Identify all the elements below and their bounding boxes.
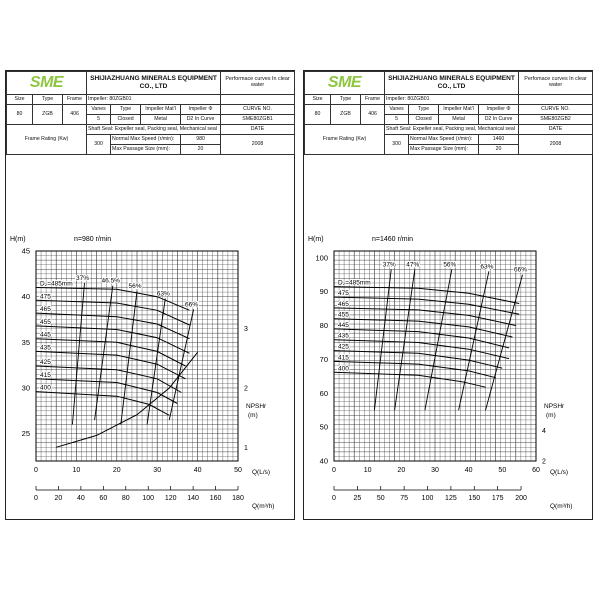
x-axis-label: Q(L/s) [252,469,271,476]
x2-tick-label: 75 [400,495,409,502]
y-tick-label: 50 [319,422,328,432]
x-tick-label: 10 [72,467,81,474]
y-tick-label: 70 [319,354,328,364]
diameter-label: 425 [40,359,51,367]
efficiency-label: 56% [128,283,142,291]
npsh-tick-label: 2 [542,458,546,466]
sheet-header [6,71,294,207]
diameter-label: 400 [40,384,51,392]
x-tick-label: 0 [332,467,336,474]
x2-tick-label: 20 [54,495,63,502]
npsh-axis-unit: (m) [546,412,556,419]
diameter-label: 425 [338,343,349,351]
y-tick-label: 30 [21,383,30,393]
performance-title: Perfomace curves In clear water [519,72,593,95]
impeller-diameter-value: D2 In Curve [479,115,519,125]
npsh-tick-label: 2 [244,385,248,393]
vanes-value: 5 [385,115,409,125]
efficiency-label: 56% [443,261,457,269]
frame-rating-label: Frame Rating (Kw) [305,125,385,155]
diameter-label: 455 [338,311,349,319]
performance-chart [6,211,294,519]
diameter-label: 435 [338,332,349,340]
npsh-axis-label: NPSHr [246,403,267,410]
x2-axis-label: Q(m³/h) [252,503,275,510]
performance-chart [304,211,592,519]
blank-cell [519,95,593,105]
head-curve [36,313,190,339]
type-header: Type [33,95,63,105]
impeller-diameter-value: D2 In Curve [181,115,221,125]
y-tick-label: 40 [21,292,30,302]
blank-cell [221,95,295,105]
company-name: SHIJIAZHUANG MINERALS EQUIPMENT CO., LTD [385,72,519,95]
y-tick-label: 100 [315,253,328,263]
efficiency-label: 63% [156,290,170,298]
efficiency-line [147,299,165,425]
y-tick-label: 60 [319,388,328,398]
x2-tick-label: 175 [491,495,504,502]
diameter-label: 415 [40,371,51,379]
impeller-label: Impeller: 80ZGB01 [87,95,221,105]
impeller-type-header: Type [111,105,141,115]
x-tick-label: 30 [153,467,162,474]
diameter-label: 465 [338,300,349,308]
x2-tick-label: 100 [142,495,155,502]
max-passage-label: Max Passage Size (mm): [409,145,479,155]
npsh-axis-label: NPSHr [544,403,565,410]
size-header: Size [305,95,331,105]
y-tick-label: 45 [21,246,30,256]
diameter-label: D₂=485mm [40,280,73,288]
performance-chart-svg [304,211,592,519]
impeller-material-header: Impeller Mat'l [439,105,479,115]
x-tick-label: 20 [397,467,406,474]
date-value: 2008 [519,135,593,155]
date-label: DATE [221,125,295,135]
efficiency-label: 66% [185,301,199,309]
x-axis-label: Q(L/s) [550,469,569,476]
impeller-type-value: Closed [409,115,439,125]
vanes-value: 5 [87,115,111,125]
shaft-seal: Shaft Seal: Expeller seal, Packing seal, Mechanical seal [87,125,221,135]
x2-tick-label: 100 [421,495,434,502]
x-tick-label: 40 [193,467,202,474]
max-speed-label: Normal Max Speed (r/min): [111,135,181,145]
x-tick-label: 50 [234,467,242,474]
diameter-label: 400 [338,365,349,373]
diameter-label: 445 [40,331,51,339]
x2-tick-label: 180 [232,495,244,502]
head-curve [36,300,190,325]
size-header: Size [7,95,33,105]
diameter-label: 435 [40,344,51,352]
x2-tick-label: 0 [34,495,38,502]
head-curve [334,287,519,304]
frame-value: 406 [361,105,385,125]
shaft-seal: Shaft Seal: Expeller seal, Packing seal, Mechanical seal [385,125,519,135]
frame-rating-label: Frame Rating (Kw) [7,125,87,155]
speed-label: n=1460 r/min [372,236,414,243]
vanes-header: Vanes [385,105,409,115]
x-tick-label: 30 [431,467,439,474]
efficiency-label: 37% [382,261,396,269]
x2-tick-label: 160 [209,495,222,502]
x2-tick-label: 0 [332,495,336,502]
npsh-axis-unit: (m) [248,412,258,419]
performance-sheet-1 [5,70,295,520]
impeller-type-header: Type [409,105,439,115]
type-value: ZGB [33,105,63,125]
frame-header: Frame [63,95,87,105]
x2-tick-label: 140 [187,495,199,502]
x2-tick-label: 200 [515,495,527,502]
size-value: 80 [305,105,331,125]
y-tick-label: 35 [21,337,30,347]
diameter-label: 455 [40,318,51,326]
diameter-label: 475 [40,293,51,301]
diameter-label: 475 [338,290,349,298]
impeller-material-value: Metal [439,115,479,125]
performance-sheet-2 [303,70,593,520]
efficiency-line [374,270,391,411]
speed-label: n=980 r/min [74,236,112,243]
y-tick-label: 80 [319,321,328,331]
efficiency-label: 37% [75,274,89,282]
max-speed-label: Normal Max Speed (r/min): [409,135,479,145]
x-tick-label: 60 [532,467,540,474]
max-passage-label: Max Passage Size (mm): [111,145,181,155]
impeller-diameter-header: Impeller Φ [479,105,519,115]
curve-no-value: SME80ZGB1 [221,115,295,125]
max-speed-value: 1460 [479,135,519,145]
type-value: ZGB [331,105,361,125]
efficiency-label: 63% [480,263,494,271]
diameter-label: 465 [40,306,51,314]
x-tick-label: 50 [498,467,507,474]
y-tick-label: 40 [319,456,328,466]
y-tick-label: 90 [319,287,328,297]
x2-tick-label: 120 [164,495,177,502]
vanes-header: Vanes [87,105,111,115]
frame-value: 406 [63,105,87,125]
max-passage-value: 20 [479,145,519,155]
diameter-label: D₂=485mm [338,279,371,287]
impeller-label: Impeller: 80ZGB01 [385,95,519,105]
size-value: 80 [7,105,33,125]
y-tick-label: 25 [21,429,30,439]
frame-rating-value: 300 [87,135,111,155]
curve-no-value: SME80ZGB2 [519,115,593,125]
date-value: 2008 [221,135,295,155]
x2-tick-label: 150 [468,495,481,502]
date-label: DATE [519,125,593,135]
max-speed-value: 980 [181,135,221,145]
max-passage-value: 20 [181,145,221,155]
impeller-diameter-header: Impeller Φ [181,105,221,115]
x2-tick-label: 25 [353,495,362,502]
efficiency-line [169,309,193,420]
x2-tick-label: 125 [445,495,457,502]
impeller-material-header: Impeller Mat'l [141,105,181,115]
curve-no-label: CURVE NO. [221,105,295,115]
x2-tick-label: 80 [121,495,130,502]
efficiency-label: 46.5% [101,277,120,285]
sheet-header [304,71,592,207]
efficiency-label: 47% [406,261,420,269]
diameter-label: 445 [338,321,349,329]
npsh-tick-label: 1 [244,444,248,452]
performance-title: Performace curves In clear water [221,72,295,95]
impeller-type-value: Closed [111,115,141,125]
x-tick-label: 40 [464,467,473,474]
performance-chart-svg [6,211,294,519]
npsh-tick-label: 4 [542,428,546,436]
y-axis-label: H(m) [308,236,324,243]
company-name: SHIJIAZHUANG MINERALS EQUIPMENT CO., LTD [87,72,221,95]
npsh-tick-label: 3 [244,326,248,334]
efficiency-line [121,291,137,424]
x2-axis-label: Q(m³/h) [550,503,573,510]
x-tick-label: 10 [363,467,372,474]
frame-header: Frame [361,95,385,105]
frame-rating-value: 300 [385,135,409,155]
company-logo: SME [7,72,87,95]
efficiency-label: 66% [514,266,528,274]
head-curve [334,329,509,348]
x-tick-label: 20 [112,467,121,474]
y-axis-label: H(m) [10,236,26,243]
impeller-material-value: Metal [141,115,181,125]
x2-tick-label: 50 [376,495,385,502]
head-curve [36,366,181,393]
type-header: Type [331,95,361,105]
x2-tick-label: 60 [99,495,108,502]
x2-tick-label: 40 [76,495,85,502]
curve-no-label: CURVE NO. [519,105,593,115]
x-tick-label: 0 [34,467,38,474]
company-logo: SME [305,72,385,95]
diameter-label: 415 [338,354,349,362]
